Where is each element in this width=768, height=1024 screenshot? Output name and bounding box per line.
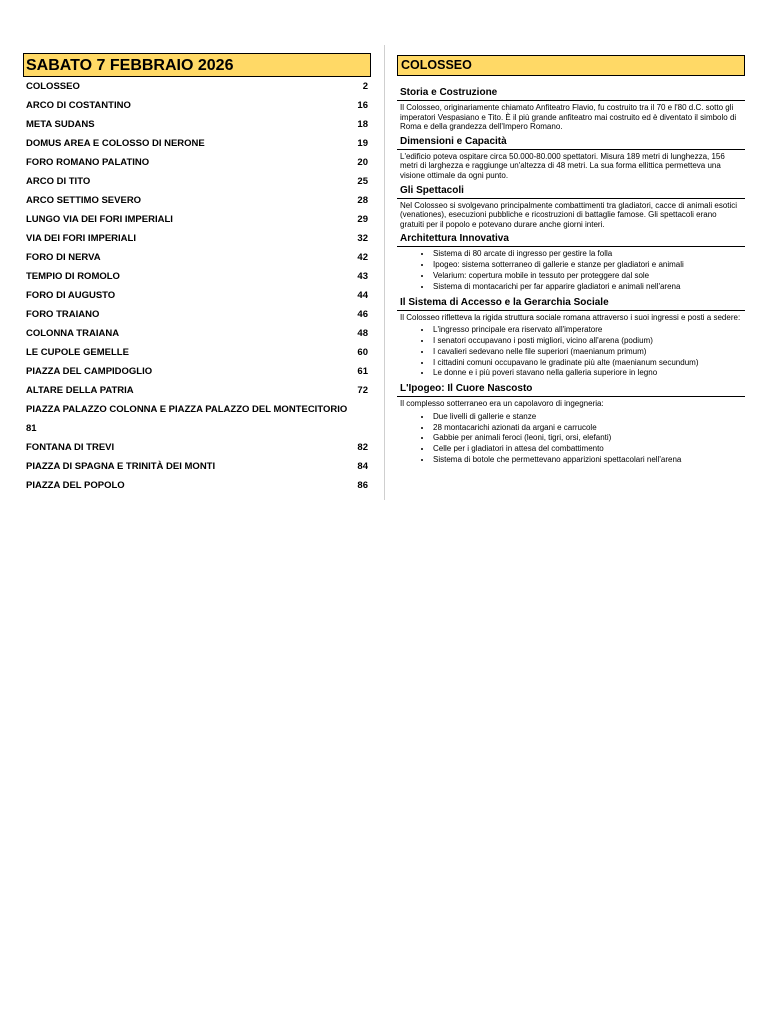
toc-entry-page: 18 bbox=[357, 119, 368, 130]
toc-entry-page: 42 bbox=[357, 252, 368, 263]
toc-entry-title: PIAZZA PALAZZO COLONNA E PIAZZA PALAZZO DEL MONTECITORIO bbox=[26, 404, 348, 415]
toc-entry-page: 61 bbox=[357, 366, 368, 377]
place-detail bbox=[397, 55, 745, 469]
toc-entry[interactable] bbox=[23, 324, 371, 343]
toc-entry[interactable] bbox=[23, 77, 371, 96]
list-item: • 28 montacarichi azionati da argani e carrucole bbox=[432, 423, 745, 434]
list-item: • I cittadini comuni occupavano le gradinate più alte (maenianum secundum) bbox=[432, 358, 745, 369]
toc-entry-title: ARCO DI TITO bbox=[26, 176, 91, 187]
toc-entry[interactable] bbox=[23, 438, 371, 457]
toc-entry[interactable] bbox=[23, 96, 371, 115]
toc-entry[interactable] bbox=[23, 267, 371, 286]
place-title: COLOSSEO bbox=[397, 55, 745, 76]
toc-entry-title: FORO TRAIANO bbox=[26, 309, 100, 320]
toc-entry[interactable] bbox=[23, 115, 371, 134]
toc-entry-page: 44 bbox=[357, 290, 368, 301]
toc-entry[interactable] bbox=[23, 210, 371, 229]
list-item: • Sistema di 80 arcate di ingresso per gestire la folla bbox=[432, 249, 745, 260]
toc-entry-title: FORO ROMANO PALATINO bbox=[26, 157, 150, 168]
section-title: Il Sistema di Accesso e la Gerarchia Sociale bbox=[397, 296, 745, 311]
list-item: • Sistema di montacarichi per far apparire gladiatori e animali nell'arena bbox=[432, 282, 745, 293]
toc-entry-page: 72 bbox=[357, 385, 368, 396]
list-item: • L'ingresso principale era riservato all'imperatore bbox=[432, 325, 745, 336]
toc-entry-title: PIAZZA DI SPAGNA E TRINITÀ DEI MONTI bbox=[26, 461, 216, 472]
toc-entry-title: META SUDANS bbox=[26, 119, 95, 130]
list-item: • Le donne e i più poveri stavano nella galleria superiore in legno bbox=[432, 368, 745, 379]
table-of-contents bbox=[23, 53, 371, 495]
toc-entry-page: 46 bbox=[357, 309, 368, 320]
toc-entry[interactable] bbox=[23, 229, 371, 248]
day-title: SABATO 7 FEBBRAIO 2026 bbox=[23, 53, 371, 77]
toc-entry[interactable] bbox=[23, 286, 371, 305]
toc-entry-page: 84 bbox=[357, 461, 368, 472]
list-item: • I senatori occupavano i posti migliori, vicino all'arena (podium) bbox=[432, 336, 745, 347]
toc-entry-title: FORO DI NERVA bbox=[26, 252, 101, 263]
toc-entry-title: DOMUS AREA E COLOSSO DI NERONE bbox=[26, 138, 205, 149]
toc-entry-title: FORO DI AUGUSTO bbox=[26, 290, 116, 301]
toc-entry-page: 32 bbox=[357, 233, 368, 244]
toc-entry-title: ALTARE DELLA PATRIA bbox=[26, 385, 134, 396]
toc-entry[interactable] bbox=[23, 457, 371, 476]
toc-entry[interactable] bbox=[23, 362, 371, 381]
list-item: • Ipogeo: sistema sotterraneo di gallerie e stanze per gladiatori e animali bbox=[432, 260, 745, 271]
section-bullet-list bbox=[397, 412, 745, 466]
toc-entry-page: 28 bbox=[357, 195, 368, 206]
toc-entry-title: FONTANA DI TREVI bbox=[26, 442, 115, 453]
section-bullet-list bbox=[397, 249, 745, 292]
toc-entry-page: 20 bbox=[357, 157, 368, 168]
toc-entry-page: 82 bbox=[357, 442, 368, 453]
toc-entry-title: LUNGO VIA DEI FORI IMPERIALI bbox=[26, 214, 173, 225]
section-text: Il Colosseo rifletteva la rigida struttura sociale romana attraverso i suoi ingressi e posti a sedere: bbox=[400, 312, 741, 322]
toc-entry-title: LE CUPOLE GEMELLE bbox=[26, 347, 129, 358]
place-sections bbox=[397, 86, 745, 466]
toc-entry-page: 43 bbox=[357, 271, 368, 282]
toc-entry[interactable] bbox=[23, 172, 371, 191]
toc-entry-title: ARCO DI COSTANTINO bbox=[26, 100, 131, 111]
section-title: Architettura Innovativa bbox=[397, 232, 745, 247]
section-text: Il Colosseo, originariamente chiamato Anfiteatro Flavio, fu costruito tra il 70 e l'80 d.C. sotto gli imperatori Vespasiano e Tito. È il più grande anfiteatro mai costruito ed è diventato il simbolo di Roma e della grandezza dell'Impero Romano. bbox=[400, 103, 737, 132]
toc-entry-page: 25 bbox=[357, 176, 368, 187]
toc-entry-page: 81 bbox=[26, 423, 37, 434]
toc-entry-title: PIAZZA DEL POPOLO bbox=[26, 480, 125, 491]
toc-entry-title: PIAZZA DEL CAMPIDOGLIO bbox=[26, 366, 153, 377]
section-title: Storia e Costruzione bbox=[397, 86, 745, 101]
list-item: • I cavalieri sedevano nelle file superiori (maenianum primum) bbox=[432, 347, 745, 358]
toc-entry[interactable] bbox=[23, 381, 371, 400]
toc-entry-page: 19 bbox=[357, 138, 368, 149]
toc-entry[interactable] bbox=[23, 153, 371, 172]
section-bullet-list bbox=[397, 325, 745, 379]
section-title: L'Ipogeo: Il Cuore Nascosto bbox=[397, 382, 745, 397]
toc-entry-page: 86 bbox=[357, 480, 368, 491]
section-text: L'edificio poteva ospitare circa 50.000-80.000 spettatori. Misura 189 metri di lunghezza, 156 metri di larghezza e raggiunge un'altezza di 48 metri. La sua forma ellittica permetteva una visione ottimale da ogni punto. bbox=[400, 151, 725, 180]
toc-entry-title: COLONNA TRAIANA bbox=[26, 328, 120, 339]
section-title: Gli Spettacoli bbox=[397, 184, 745, 199]
list-item: • Gabbie per animali feroci (leoni, tigri, orsi, elefanti) bbox=[432, 433, 745, 444]
list-item: • Due livelli di gallerie e stanze bbox=[432, 412, 745, 423]
toc-entry-title: COLOSSEO bbox=[26, 81, 80, 92]
toc-entry[interactable] bbox=[23, 343, 371, 362]
section-text: Nel Colosseo si svolgevano principalmente combattimenti tra gladiatori, cacce di animali esotici (venationes), esecuzioni pubbliche e ricostruzioni di battaglie famose. Gli spettacoli erano gratuiti per il popolo e potevano durare anche giorni interi. bbox=[400, 200, 738, 229]
toc-entry-page: 29 bbox=[357, 214, 368, 225]
list-item: • Celle per i gladiatori in attesa del combattimento bbox=[432, 444, 745, 455]
toc-entry-page: 60 bbox=[357, 347, 368, 358]
toc-entry-page: 48 bbox=[357, 328, 368, 339]
toc-entry-title: VIA DEI FORI IMPERIALI bbox=[26, 233, 136, 244]
toc-entry[interactable] bbox=[23, 476, 371, 495]
toc-entry-title: ARCO SETTIMO SEVERO bbox=[26, 195, 142, 206]
toc-entry[interactable] bbox=[23, 400, 371, 438]
list-item: • Velarium: copertura mobile in tessuto per proteggere dal sole bbox=[432, 271, 745, 282]
column-divider bbox=[384, 45, 385, 500]
toc-list bbox=[23, 77, 371, 495]
toc-entry-page: 2 bbox=[362, 81, 368, 92]
toc-entry-title: TEMPIO DI ROMOLO bbox=[26, 271, 120, 282]
toc-entry[interactable] bbox=[23, 191, 371, 210]
toc-entry-page: 16 bbox=[357, 100, 368, 111]
toc-entry[interactable] bbox=[23, 248, 371, 267]
toc-entry[interactable] bbox=[23, 305, 371, 324]
toc-entry[interactable] bbox=[23, 134, 371, 153]
list-item: • Sistema di botole che permettevano apparizioni spettacolari nell'arena bbox=[432, 455, 745, 466]
section-text: Il complesso sotterraneo era un capolavoro di ingegneria: bbox=[400, 399, 604, 409]
section-title: Dimensioni e Capacità bbox=[397, 135, 745, 150]
